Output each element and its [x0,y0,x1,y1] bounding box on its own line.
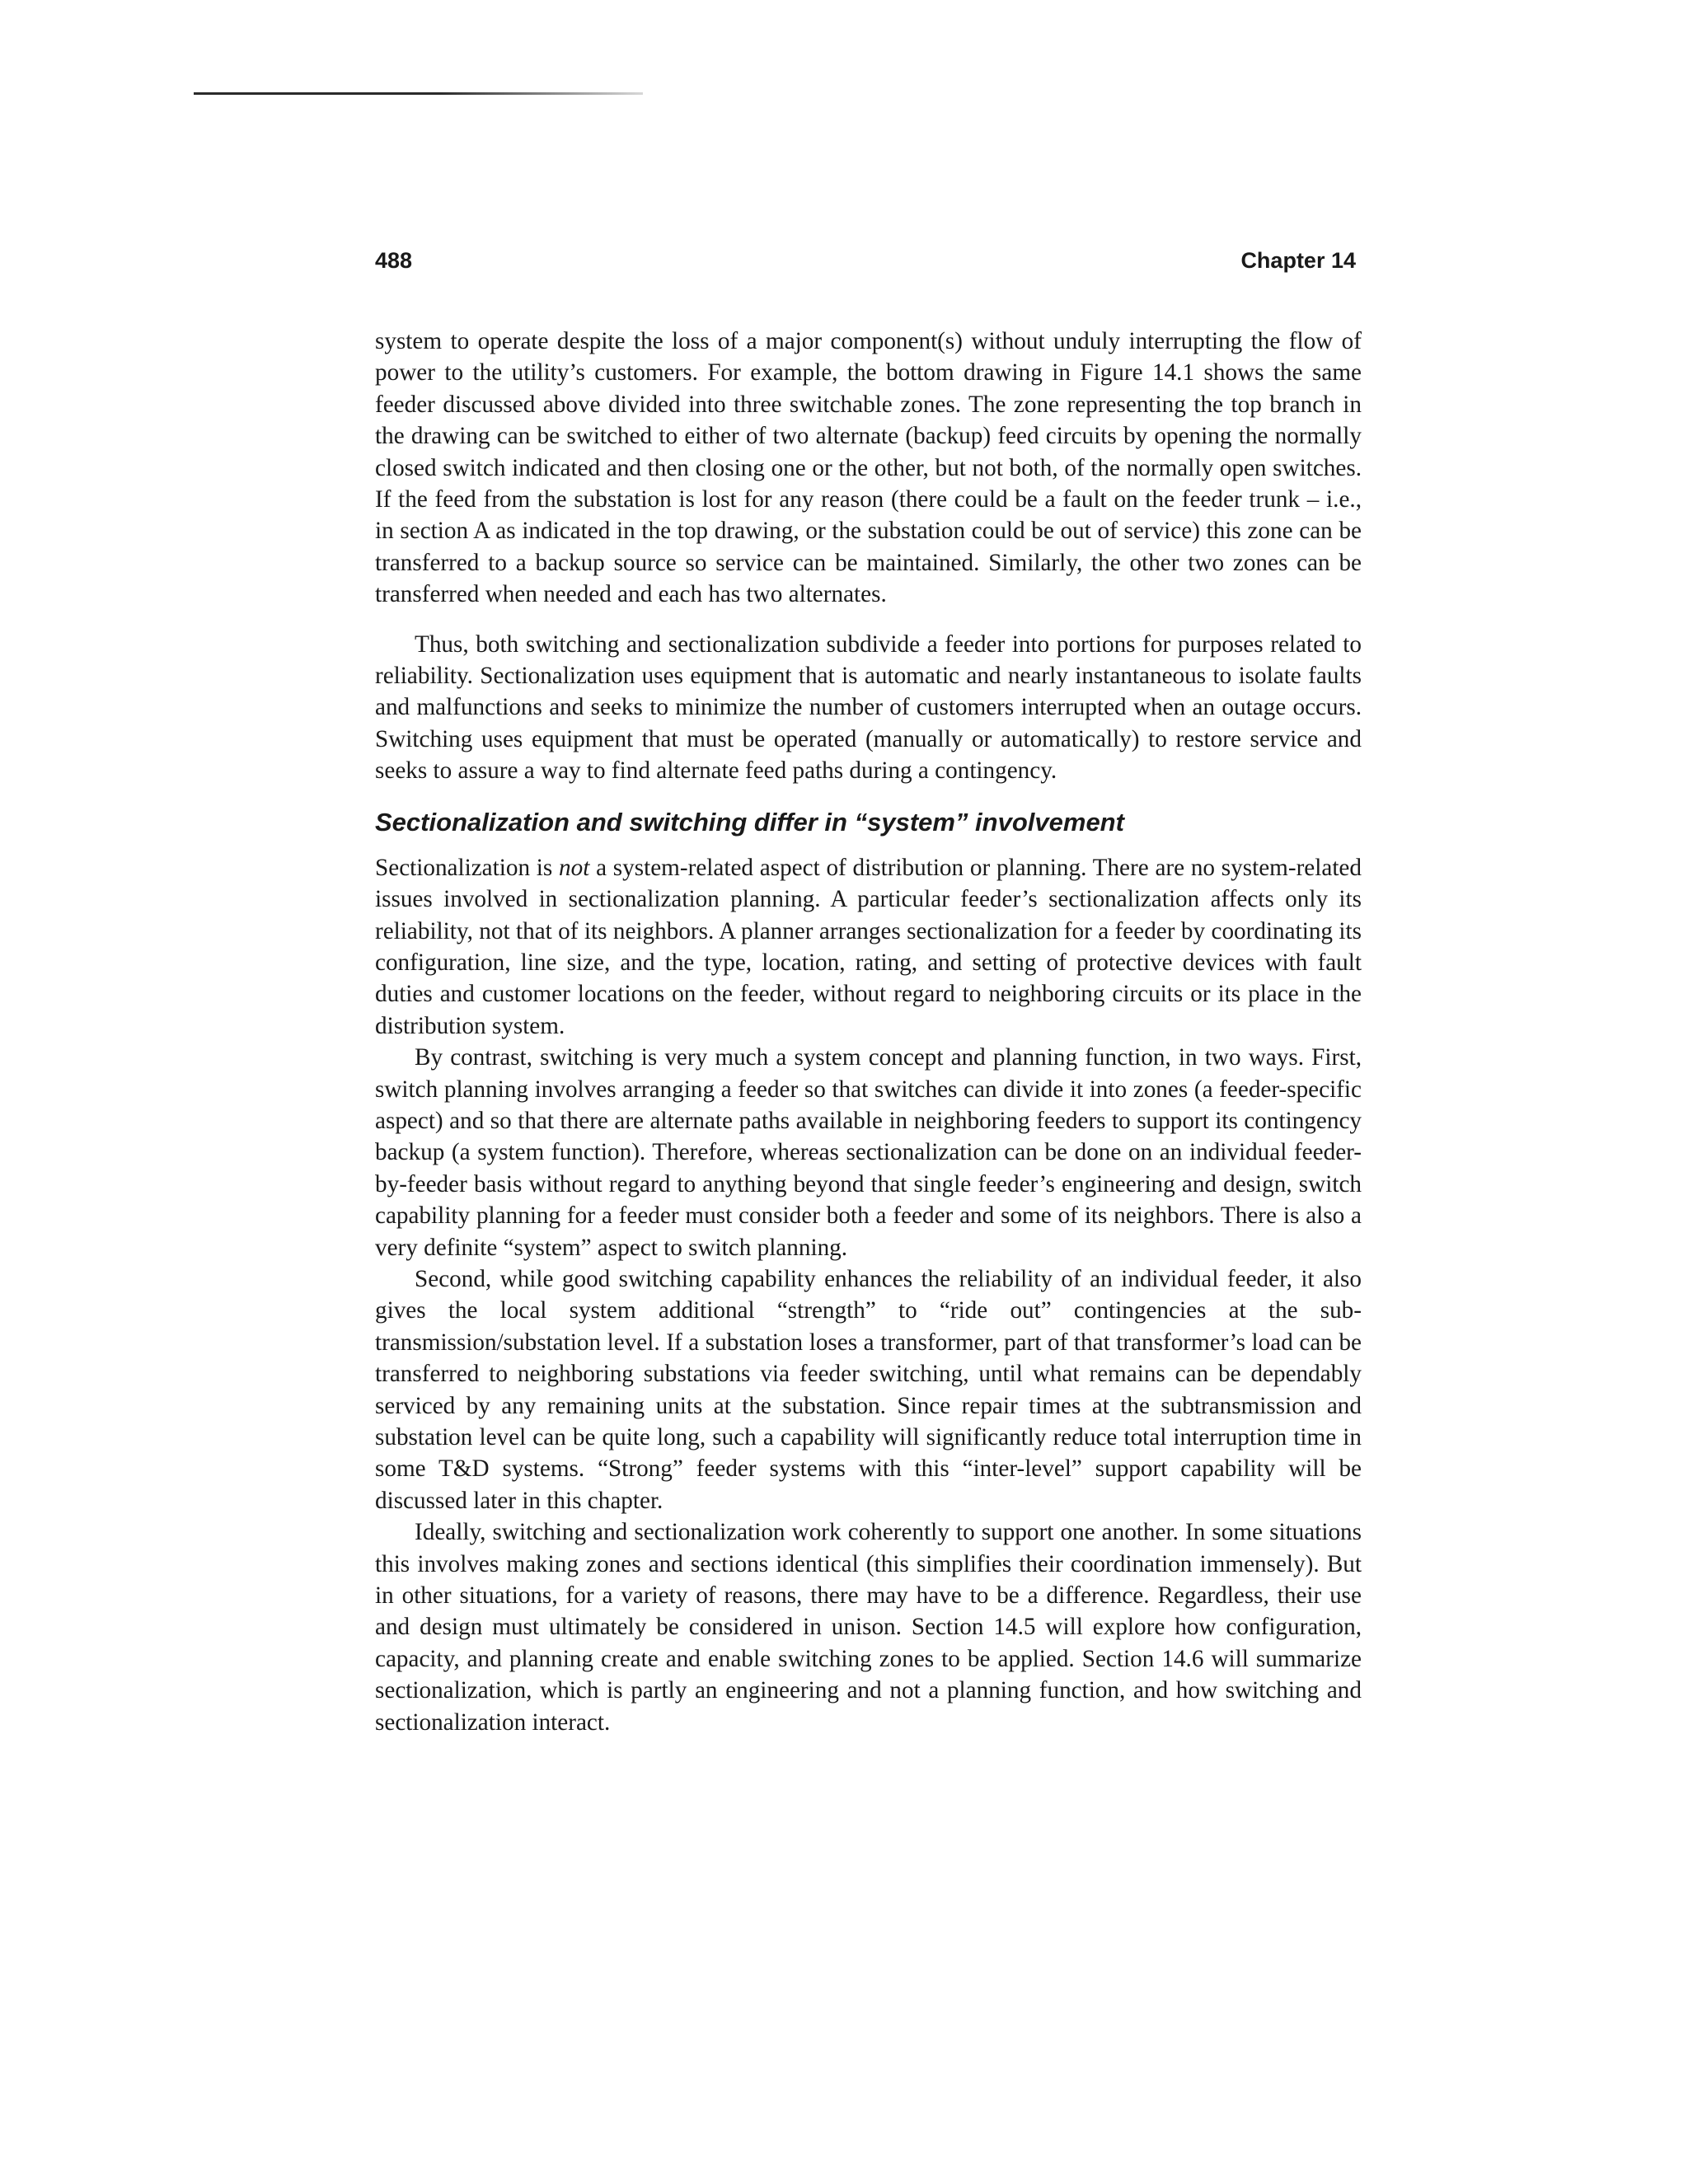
paragraph-intro: system to operate despite the loss of a major component(s) without unduly interrupting the flow of power to the utility’s customers. For example, the bottom drawing in Figure 14.1 shows the same feeder discussed above divided into three switchable zones. The zone representing the top branch in the drawing can be switched to either of two alternate (backup) feed circuits by opening the normally closed switch indicated and then closing one or the other, but not both, of the normally open switches. If the feed from the substation is lost for any reason (there could be a fault on the feeder trunk – i.e., in section A as indicated in the top drawing, or the substation could be out of service) this zone can be transferred to a backup source so service can be maintained. Similarly, the other two zones can be transferred when needed and each has two alternates. [375,328,1362,608]
emphasis-not: not [559,854,590,881]
paragraph-ideally: Ideally, switching and sectionalization work coherently to support one another. In some situations this involves making zones and sections identical (this simplifies their coordination immensely). But in other situations, for a variety of reasons, there may have to be a difference. Regardless, their use and design must ultimately be considered in unison. Section 14.5 will explore how configuration, capacity, and planning create and enable switching zones to be applied. Section 14.6 will summarize sectionalization, which is partly an engineering and not a planning function, and how switching and sectionalization interact. [375,1519,1362,1736]
paragraph-sectionalization-start: Sectionalization is [375,854,560,881]
chapter-label: Chapter 14 [1240,248,1356,273]
section-heading: Sectionalization and switching differ in “system” involvement [375,807,1124,837]
paragraph-second: Second, while good switching capability enhances the reliability of an individual feeder, it also gives the local system additional “strength” to “ride out” contingencies at the sub-transmission/substation level. If a substation loses a transformer, part of that transformer’s load can be transferred to neighboring substations via feeder switching, until what remains can be dependably serviced by any remaining units at the substation. Since repair times at the subtransmission and substation level can be quite long, such a capability will significantly reduce total interruption time in some T&D systems. “Strong” feeder systems with this “inter-level” support capability will be discussed later in this chapter. [375,1265,1362,1514]
running-head [375,244,1356,277]
top-rule [194,92,643,95]
paragraph-contrast: By contrast, switching is very much a system concept and planning function, in two ways. First, switch planning involves arranging a feeder so that switches can divide it into zones (a feeder-specific aspect) and so that there are alternate paths available in neighboring feeders to support its contingency backup (a system function). Therefore, whereas sectionalization can be done on an individual feeder-by-feeder basis without regard to anything beyond that single feeder’s engineering and design, switch capability planning for a feeder must consider both a feeder and some of its neighbors. There is also a very definite “system” aspect to switch planning. [375,1044,1362,1261]
page-number: 488 [375,248,413,273]
paragraph-sectionalization [375,852,1362,1042]
paragraph-sectionalization-rest: a system-related aspect of distribution or planning. There are no system-related issues involved in sectionalization planning. A particular feeder’s sectionalization affects only its reliability, not that of its neighbors. A planner arranges sectionalization for a feeder by coordinating its configuration, line size, and the type, location, rating, and setting of protective devices with fault duties and customer locations on the feeder, without regard to neighboring circuits or its place in the distribution system. [375,854,1362,1039]
body-text [375,326,1362,1738]
paragraph-thus: Thus, both switching and sectionalization subdivide a feeder into portions for purposes related to reliability. Sectionalization uses equipment that is automatic and nearly instantaneous to isolate faults and malfunctions and seeks to minimize the number of customers interrupted when an outage occurs. Switching uses equipment that must be operated (manually or automatically) to restore service and seeks to assure a way to find alternate feed paths during a contingency. [375,630,1362,785]
